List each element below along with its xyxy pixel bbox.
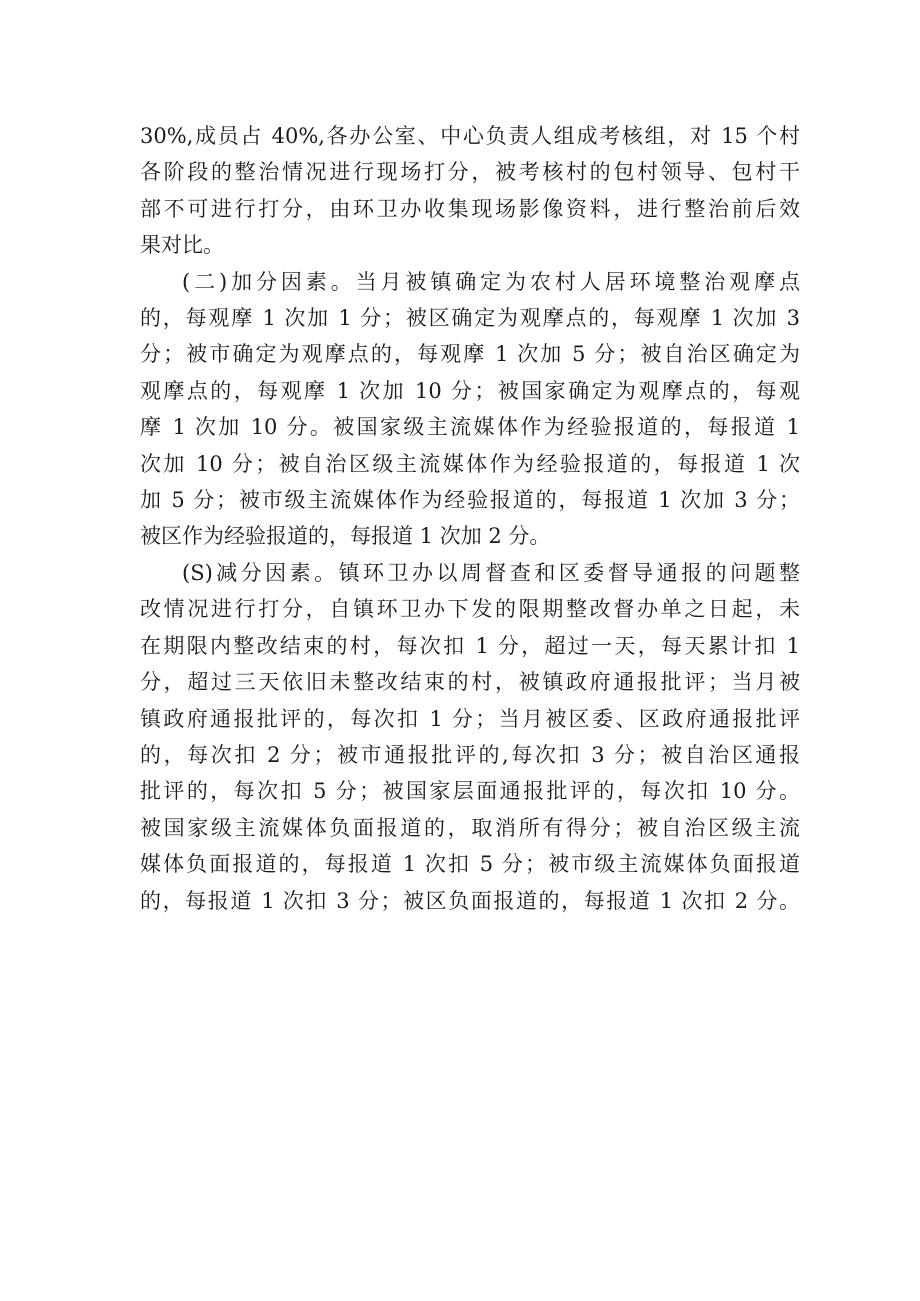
paragraph-line: 的，每报道 1 次扣 3 分；被区负面报道的，每报道 1 次扣 2 分。 <box>140 888 800 913</box>
paragraph-deduction-factors <box>140 555 800 919</box>
paragraph-line: 次加 10 分；被自治区级主流媒体作为经验报道的，每报道 1 次 <box>140 451 800 476</box>
paragraph-line: (S)减分因素。镇环卫办以周督查和区委督导通报的问题整 <box>182 560 800 585</box>
paragraph-line: 媒体负面报道的，每报道 1 次扣 5 分；被市级主流媒体负面报道 <box>140 852 800 877</box>
paragraph-line: 果对比。 <box>140 233 224 258</box>
paragraph-line: 被区作为经验报道的，每报道 1 次加 2 分。 <box>140 524 551 549</box>
document-body <box>140 118 800 919</box>
paragraph-line: 摩 1 次加 10 分。被国家级主流媒体作为经验报道的，每报道 1 <box>140 415 800 440</box>
paragraph-line: 各阶段的整治情况进行现场打分，被考核村的包村领导、包村干 <box>140 160 800 185</box>
paragraph-line: 加 5 分；被市级主流媒体作为经验报道的，每报道 1 次加 3 分； <box>140 488 800 513</box>
paragraph-bonus-factors <box>140 264 800 555</box>
paragraph-line: 批评的，每次扣 5 分；被国家层面通报批评的，每次扣 10 分。 <box>140 779 800 804</box>
paragraph-line: (二)加分因素。当月被镇确定为农村人居环境整治观摩点 <box>182 269 800 294</box>
paragraph-line: 在期限内整改结束的村，每次扣 1 分，超过一天，每天累计扣 1 <box>140 633 800 658</box>
paragraph-line: 30%,成员占 40%,各办公室、中心负责人组成考核组，对 15 个村 <box>140 124 800 148</box>
paragraph-scoring-method <box>140 118 800 264</box>
paragraph-line: 部不可进行打分，由环卫办收集现场影像资料，进行整治前后效 <box>140 196 800 221</box>
paragraph-line: 改情况进行打分，自镇环卫办下发的限期整改督办单之日起，未 <box>140 597 800 622</box>
paragraph-line: 分；被市确定为观摩点的，每观摩 1 次加 5 分；被自治区确定为 <box>140 342 800 367</box>
paragraph-line: 的，每次扣 2 分；被市通报批评的,每次扣 3 分；被自治区通报 <box>140 742 800 767</box>
paragraph-line: 镇政府通报批评的，每次扣 1 分；当月被区委、区政府通报批评 <box>140 706 800 731</box>
paragraph-line: 的，每观摩 1 次加 1 分；被区确定为观摩点的，每观摩 1 次加 3 <box>140 306 800 331</box>
paragraph-line: 被国家级主流媒体负面报道的，取消所有得分；被自治区级主流 <box>140 815 800 840</box>
paragraph-line: 分，超过三天依旧未整改结束的村，被镇政府通报批评；当月被 <box>140 670 800 695</box>
paragraph-line: 观摩点的，每观摩 1 次加 10 分；被国家确定为观摩点的，每观 <box>140 378 800 403</box>
